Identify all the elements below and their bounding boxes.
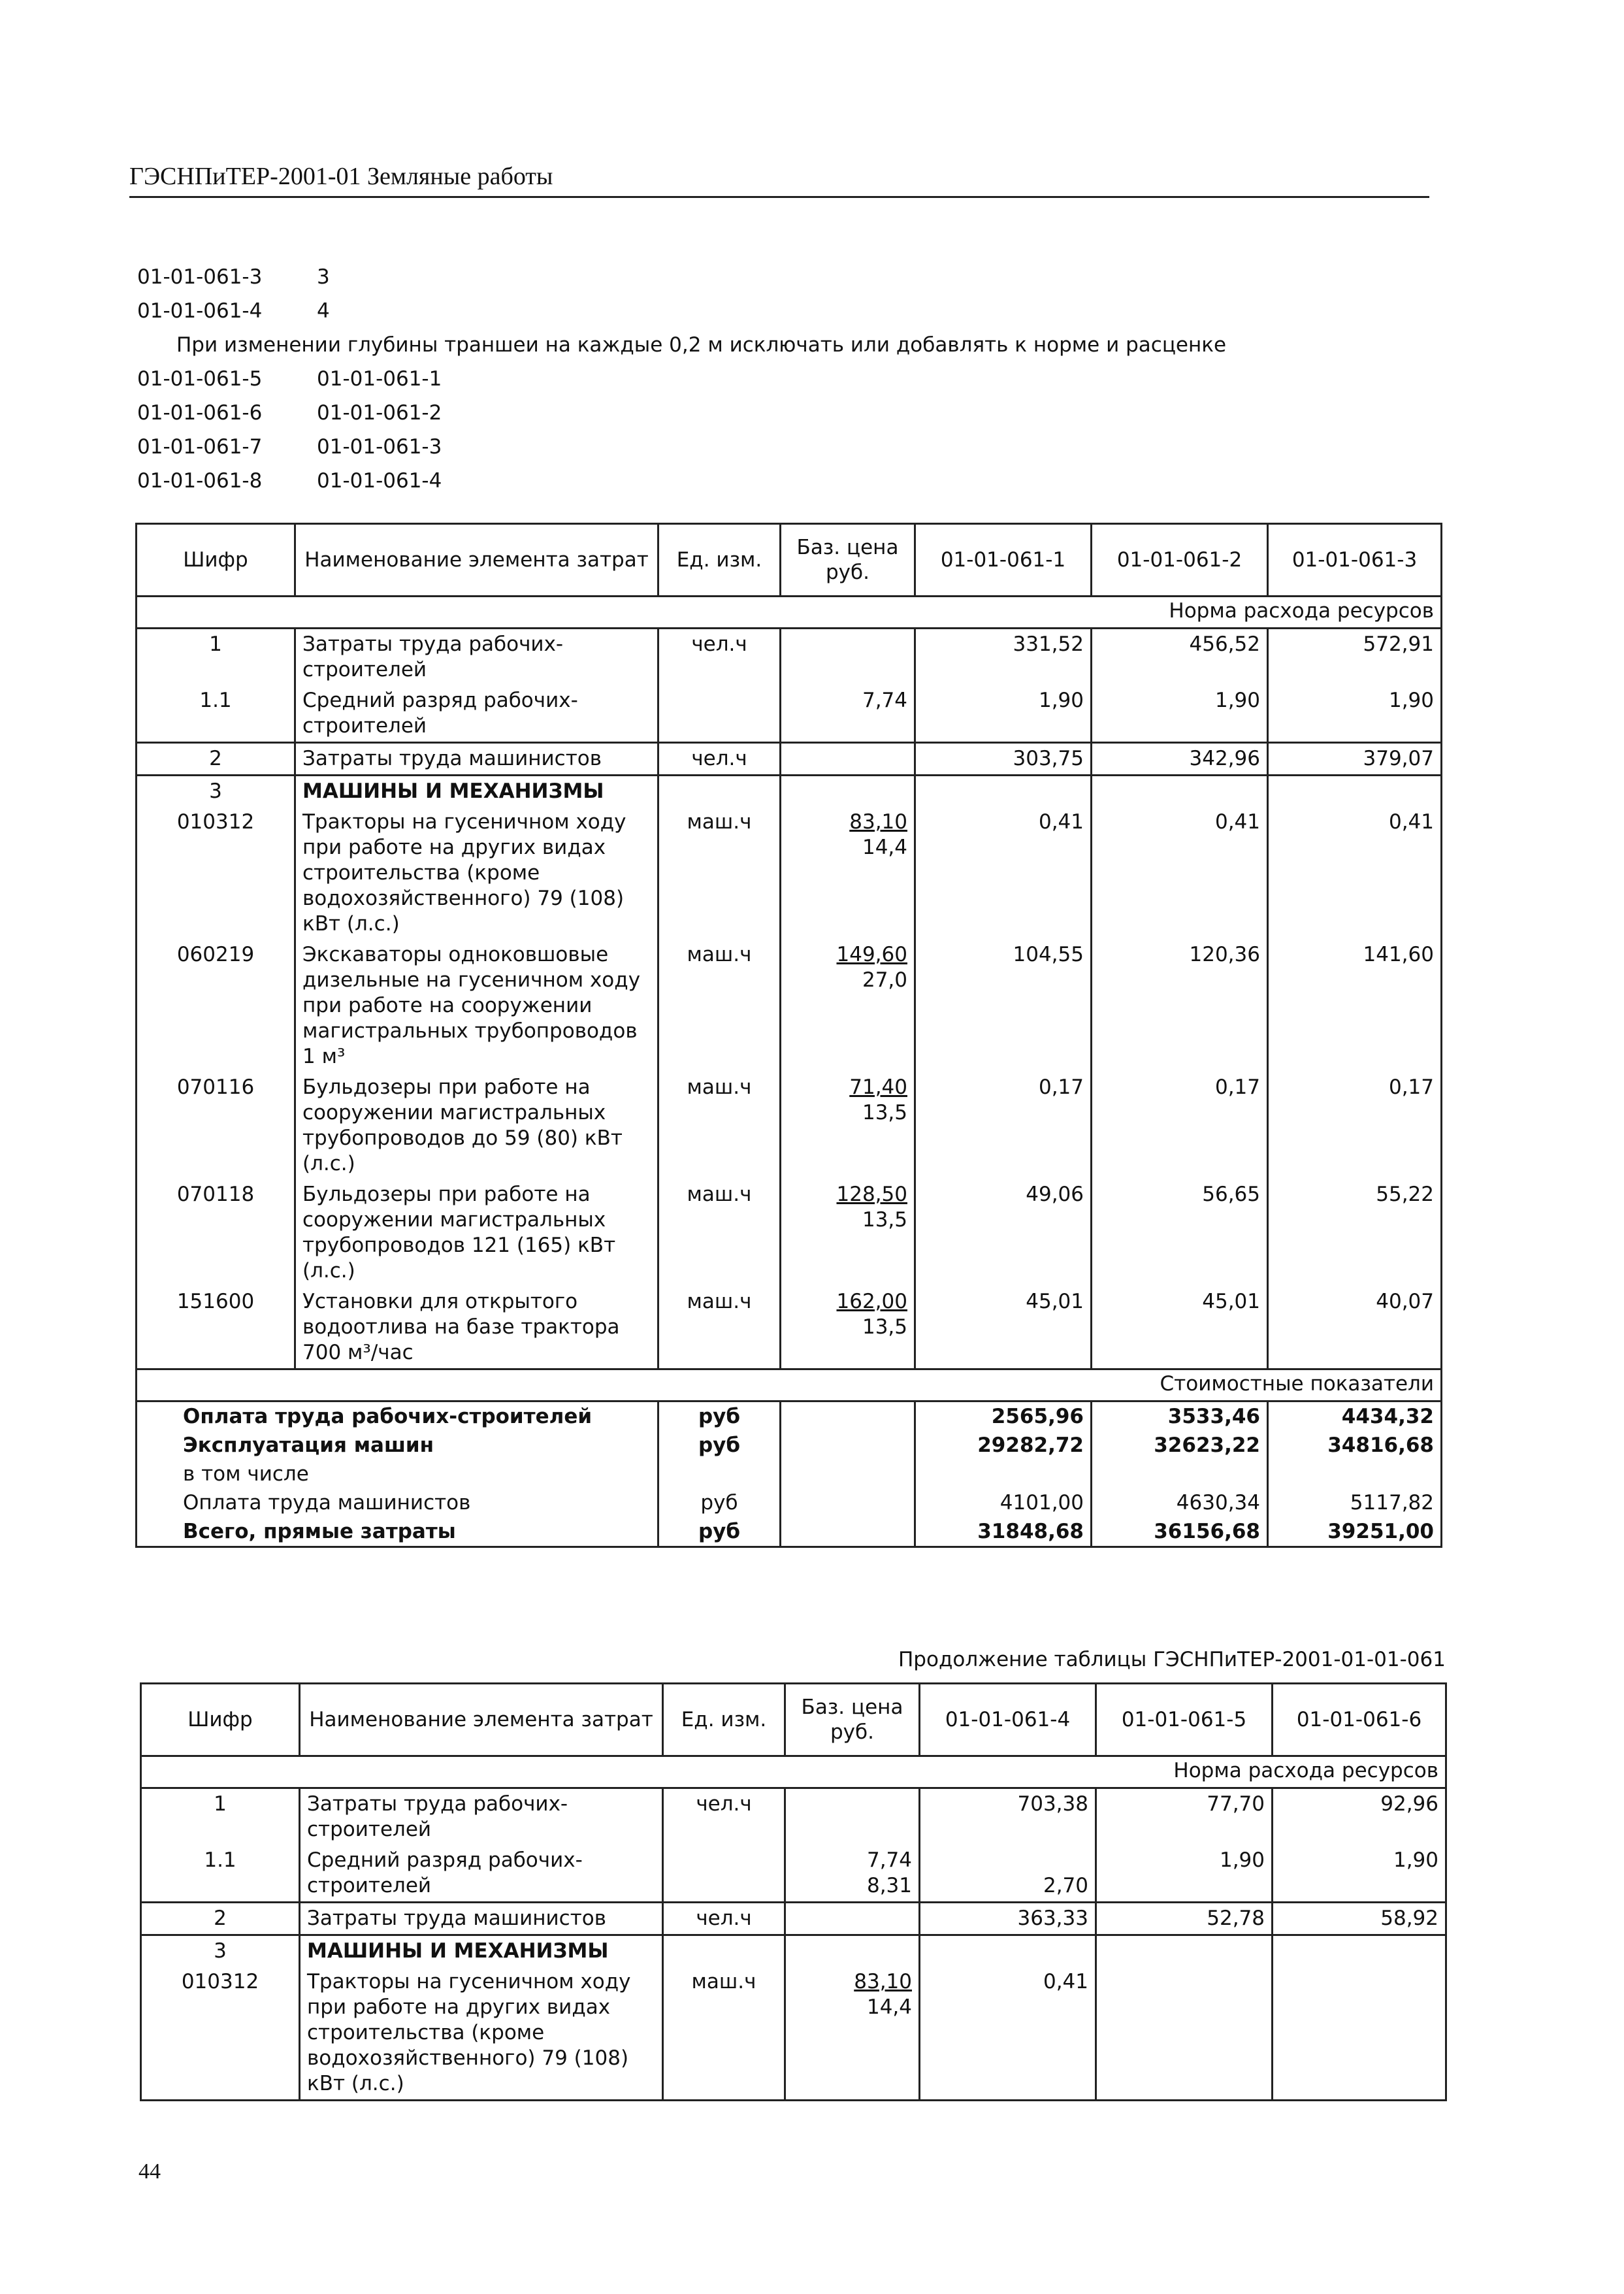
total-price bbox=[781, 1401, 915, 1432]
table-row bbox=[141, 1788, 1446, 1846]
cell-price bbox=[781, 940, 915, 1072]
price-alt: 8,31 bbox=[866, 1874, 912, 1897]
price-rate: 13,5 bbox=[862, 1208, 907, 1232]
cell-code: 3 bbox=[141, 1935, 300, 1967]
col-header-c1: 01-01-061-1 bbox=[915, 524, 1092, 597]
total-price bbox=[781, 1488, 915, 1517]
cell-code: 010312 bbox=[137, 807, 295, 940]
total-row bbox=[137, 1401, 1442, 1432]
total-unit bbox=[658, 1460, 781, 1488]
cell-v3 bbox=[1268, 776, 1442, 808]
cell-v3: 0,17 bbox=[1268, 1072, 1442, 1179]
table-header-row bbox=[137, 524, 1442, 597]
total-v3: 5117,82 bbox=[1268, 1488, 1442, 1517]
cell-v3: 141,60 bbox=[1268, 940, 1442, 1072]
table-row bbox=[141, 1903, 1446, 1935]
col-header-c2: 01-01-061-2 bbox=[1092, 524, 1268, 597]
cell-v2: 342,96 bbox=[1092, 743, 1268, 776]
col-header-unit: Ед. изм. bbox=[658, 524, 781, 597]
cell-name: Затраты труда машинистов bbox=[300, 1903, 663, 1935]
total-unit: руб bbox=[658, 1488, 781, 1517]
code-row bbox=[137, 362, 1378, 396]
price-rate: 13,5 bbox=[862, 1101, 907, 1124]
total-v1: 29282,72 bbox=[915, 1431, 1092, 1460]
cell-v2: 52,78 bbox=[1096, 1903, 1273, 1935]
price-rate: 14,4 bbox=[866, 1995, 912, 2019]
cell-v1: 363,33 bbox=[920, 1903, 1096, 1935]
total-row bbox=[137, 1517, 1442, 1547]
cell-v2: 120,36 bbox=[1092, 940, 1268, 1072]
cell-price bbox=[781, 776, 915, 808]
price-base: 83,10 bbox=[849, 810, 907, 834]
total-unit: руб bbox=[658, 1401, 781, 1432]
total-name: в том числе bbox=[137, 1460, 658, 1488]
cell-name: Затраты труда рабочих-строителей bbox=[295, 629, 658, 686]
cell-unit: маш.ч bbox=[658, 1179, 781, 1286]
code-row bbox=[137, 430, 1378, 464]
col-header-unit: Ед. изм. bbox=[663, 1684, 785, 1756]
total-price bbox=[781, 1431, 915, 1460]
cell-v2 bbox=[1096, 1967, 1273, 2101]
cell-unit bbox=[658, 776, 781, 808]
total-unit: руб bbox=[658, 1517, 781, 1547]
code-value: 01-01-061-1 bbox=[317, 367, 442, 391]
cell-v1: 1,90 bbox=[915, 685, 1092, 743]
cell-unit: чел.ч bbox=[663, 1903, 785, 1935]
cell-code: 1 bbox=[141, 1788, 300, 1846]
total-v1: 4101,00 bbox=[915, 1488, 1092, 1517]
code-row bbox=[137, 396, 1378, 430]
cell-price bbox=[781, 807, 915, 940]
cell-code: 060219 bbox=[137, 940, 295, 1072]
section-row bbox=[141, 1756, 1446, 1788]
norm-label: Норма расхода ресурсов bbox=[137, 597, 1442, 629]
cell-v3 bbox=[1273, 1935, 1446, 1967]
cell-unit: чел.ч bbox=[663, 1788, 785, 1846]
cell-v3: 1,90 bbox=[1273, 1845, 1446, 1903]
total-v2 bbox=[1092, 1460, 1268, 1488]
cell-code: 151600 bbox=[137, 1286, 295, 1369]
code-value: 3 bbox=[317, 265, 330, 289]
page-header: ГЭСНПиТЕР-2001-01 Земляные работы bbox=[129, 162, 1429, 198]
cell-name: Тракторы на гусеничном ходу при работе на других видах строительства (кроме водохозяйственного) 79 (108) кВт (л.с.) bbox=[295, 807, 658, 940]
cell-v1: 0,41 bbox=[915, 807, 1092, 940]
cell-v3: 40,07 bbox=[1268, 1286, 1442, 1369]
cell-v2: 77,70 bbox=[1096, 1788, 1273, 1846]
cell-price bbox=[781, 1179, 915, 1286]
price-rate: 13,5 bbox=[862, 1315, 907, 1339]
total-v3: 34816,68 bbox=[1268, 1431, 1442, 1460]
cell-name: Тракторы на гусеничном ходу при работе на других видах строительства (кроме водохозяйственного) 79 (108) кВт (л.с.) bbox=[300, 1967, 663, 2101]
table-header-row bbox=[141, 1684, 1446, 1756]
cell-v1: 0,41 bbox=[920, 1967, 1096, 2101]
table-row bbox=[137, 743, 1442, 776]
cell-price: 7,74 bbox=[781, 685, 915, 743]
total-row bbox=[137, 1460, 1442, 1488]
price-base: 162,00 bbox=[836, 1290, 907, 1313]
code-id: 01-01-061-8 bbox=[137, 469, 263, 493]
total-v2: 32623,22 bbox=[1092, 1431, 1268, 1460]
total-name: Эксплуатация машин bbox=[137, 1431, 658, 1460]
cell-v2: 456,52 bbox=[1092, 629, 1268, 686]
table-row bbox=[137, 1179, 1442, 1286]
cell-v1 bbox=[915, 776, 1092, 808]
cell-code: 3 bbox=[137, 776, 295, 808]
cell-unit: маш.ч bbox=[658, 1286, 781, 1369]
cell-v3: 572,91 bbox=[1268, 629, 1442, 686]
cell-v3: 379,07 bbox=[1268, 743, 1442, 776]
price-base: 83,10 bbox=[854, 1970, 912, 1993]
total-v1: 31848,68 bbox=[915, 1517, 1092, 1547]
total-name: Оплата труда машинистов bbox=[137, 1488, 658, 1517]
code-row bbox=[137, 260, 1378, 294]
cell-v2: 0,17 bbox=[1092, 1072, 1268, 1179]
cell-price bbox=[781, 629, 915, 686]
cell-code: 070118 bbox=[137, 1179, 295, 1286]
cell-price bbox=[785, 1935, 920, 1967]
cell-name: Средний разряд рабочих-строителей bbox=[295, 685, 658, 743]
total-v3: 39251,00 bbox=[1268, 1517, 1442, 1547]
cell-v1: 331,52 bbox=[915, 629, 1092, 686]
table-row bbox=[141, 1967, 1446, 2101]
cell-v2: 1,90 bbox=[1092, 685, 1268, 743]
cell-price bbox=[785, 1967, 920, 2101]
cell-name: МАШИНЫ И МЕХАНИЗМЫ bbox=[300, 1935, 663, 1967]
section-row bbox=[137, 597, 1442, 629]
total-price bbox=[781, 1517, 915, 1547]
table-row bbox=[137, 1286, 1442, 1369]
resource-table-2 bbox=[140, 1682, 1447, 2101]
cell-name: Затраты труда рабочих-строителей bbox=[300, 1788, 663, 1846]
cell-price bbox=[781, 1072, 915, 1179]
cell-v2: 1,90 bbox=[1096, 1845, 1273, 1903]
cell-v3: 58,92 bbox=[1273, 1903, 1446, 1935]
cell-code: 070116 bbox=[137, 1072, 295, 1179]
code-row bbox=[137, 294, 1378, 328]
cell-v2 bbox=[1092, 776, 1268, 808]
total-row bbox=[137, 1488, 1442, 1517]
total-v1: 2565,96 bbox=[915, 1401, 1092, 1432]
norm-label: Норма расхода ресурсов bbox=[141, 1756, 1446, 1788]
cell-v1: 703,38 bbox=[920, 1788, 1096, 1846]
code-id: 01-01-061-6 bbox=[137, 401, 263, 425]
cell-v3: 1,90 bbox=[1268, 685, 1442, 743]
resource-table-1 bbox=[135, 523, 1442, 1548]
cell-name: Средний разряд рабочих-строителей bbox=[300, 1845, 663, 1903]
depth-note: При изменении глубины траншеи на каждые 0,2 м исключать или добавлять к норме и расценке bbox=[176, 333, 1227, 357]
col-header-c2: 01-01-061-5 bbox=[1096, 1684, 1273, 1756]
total-v3 bbox=[1268, 1460, 1442, 1488]
cell-code: 2 bbox=[141, 1903, 300, 1935]
total-v2: 3533,46 bbox=[1092, 1401, 1268, 1432]
cell-v1 bbox=[920, 1935, 1096, 1967]
price-rate: 14,4 bbox=[862, 836, 907, 859]
table-row bbox=[137, 807, 1442, 940]
table-row bbox=[137, 940, 1442, 1072]
total-row bbox=[137, 1431, 1442, 1460]
section-row bbox=[137, 1369, 1442, 1401]
col-header-name: Наименование элемента затрат bbox=[300, 1684, 663, 1756]
cell-name: Установки для открытого водоотлива на базе трактора 700 м³/час bbox=[295, 1286, 658, 1369]
price-rate: 27,0 bbox=[862, 968, 907, 992]
cell-name: Экскаваторы одноковшовые дизельные на гусеничном ходу при работе на сооружении магистральных трубопроводов 1 м³ bbox=[295, 940, 658, 1072]
cell-v2: 0,41 bbox=[1092, 807, 1268, 940]
price-base: 7,74 bbox=[866, 1848, 912, 1872]
table-row bbox=[141, 1935, 1446, 1967]
col-header-name: Наименование элемента затрат bbox=[295, 524, 658, 597]
cell-price bbox=[781, 743, 915, 776]
price-base: 71,40 bbox=[849, 1075, 907, 1099]
cell-v3: 0,41 bbox=[1268, 807, 1442, 940]
cell-v2: 56,65 bbox=[1092, 1179, 1268, 1286]
cell-unit: маш.ч bbox=[658, 1072, 781, 1179]
col-header-c3: 01-01-061-6 bbox=[1273, 1684, 1446, 1756]
cell-name: Затраты труда машинистов bbox=[295, 743, 658, 776]
cell-code: 1 bbox=[137, 629, 295, 686]
cell-v1: 303,75 bbox=[915, 743, 1092, 776]
cell-v1: 104,55 bbox=[915, 940, 1092, 1072]
total-price bbox=[781, 1460, 915, 1488]
cell-v2 bbox=[1096, 1935, 1273, 1967]
cell-code: 1.1 bbox=[141, 1845, 300, 1903]
cell-v1: 49,06 bbox=[915, 1179, 1092, 1286]
cell-v1 bbox=[920, 1845, 1096, 1903]
cell-v1: 0,17 bbox=[915, 1072, 1092, 1179]
cell-v3 bbox=[1273, 1967, 1446, 2101]
cell-code: 010312 bbox=[141, 1967, 300, 2101]
code-row bbox=[137, 464, 1378, 498]
cell-name: Бульдозеры при работе на сооружении магистральных трубопроводов 121 (165) кВт (л.с.) bbox=[295, 1179, 658, 1286]
total-v2: 4630,34 bbox=[1092, 1488, 1268, 1517]
cell-code: 1.1 bbox=[137, 685, 295, 743]
code-value: 01-01-061-3 bbox=[317, 435, 442, 459]
cell-unit bbox=[663, 1935, 785, 1967]
total-v1 bbox=[915, 1460, 1092, 1488]
total-unit: руб bbox=[658, 1431, 781, 1460]
cell-unit bbox=[663, 1845, 785, 1903]
table-row bbox=[137, 1072, 1442, 1179]
col-header-c1: 01-01-061-4 bbox=[920, 1684, 1096, 1756]
code-value: 01-01-061-2 bbox=[317, 401, 442, 425]
cell-v1: 45,01 bbox=[915, 1286, 1092, 1369]
cost-label: Стоимостные показатели bbox=[137, 1369, 1442, 1401]
cell-name: Бульдозеры при работе на сооружении магистральных трубопроводов до 59 (80) кВт (л.с.) bbox=[295, 1072, 658, 1179]
cell-unit bbox=[658, 685, 781, 743]
cell-unit: маш.ч bbox=[663, 1967, 785, 2101]
cell-unit: маш.ч bbox=[658, 940, 781, 1072]
table-row bbox=[137, 776, 1442, 808]
total-v3: 4434,32 bbox=[1268, 1401, 1442, 1432]
cell-v3: 55,22 bbox=[1268, 1179, 1442, 1286]
cell-unit: чел.ч bbox=[658, 743, 781, 776]
col-header-code: Шифр bbox=[141, 1684, 300, 1756]
cell-v2: 45,01 bbox=[1092, 1286, 1268, 1369]
price-base: 149,60 bbox=[836, 943, 907, 966]
code-id: 01-01-061-3 bbox=[137, 265, 263, 289]
total-v2: 36156,68 bbox=[1092, 1517, 1268, 1547]
continuation-caption: Продолжение таблицы ГЭСНПиТЕР-2001-01-01-061 bbox=[898, 1648, 1446, 1671]
cell-v3: 92,96 bbox=[1273, 1788, 1446, 1846]
cell-price bbox=[785, 1788, 920, 1846]
cell-price bbox=[781, 1286, 915, 1369]
price-base: 128,50 bbox=[836, 1183, 907, 1206]
cell-v1-value: 2,70 bbox=[1043, 1874, 1088, 1897]
col-header-code: Шифр bbox=[137, 524, 295, 597]
cell-price bbox=[785, 1903, 920, 1935]
code-id: 01-01-061-5 bbox=[137, 367, 263, 391]
col-header-c3: 01-01-061-3 bbox=[1268, 524, 1442, 597]
total-name: Всего, прямые затраты bbox=[137, 1517, 658, 1547]
cell-name: МАШИНЫ И МЕХАНИЗМЫ bbox=[295, 776, 658, 808]
code-id: 01-01-061-4 bbox=[137, 299, 263, 323]
table-row bbox=[141, 1845, 1446, 1903]
total-name: Оплата труда рабочих-строителей bbox=[137, 1401, 658, 1432]
code-list bbox=[137, 260, 1378, 498]
col-header-price: Баз. цена руб. bbox=[781, 524, 915, 597]
cell-unit: чел.ч bbox=[658, 629, 781, 686]
cell-unit: маш.ч bbox=[658, 807, 781, 940]
cell-price bbox=[785, 1845, 920, 1903]
col-header-price: Баз. цена руб. bbox=[785, 1684, 920, 1756]
code-id: 01-01-061-7 bbox=[137, 435, 263, 459]
table-row bbox=[137, 685, 1442, 743]
cell-code: 2 bbox=[137, 743, 295, 776]
code-value: 01-01-061-4 bbox=[317, 469, 442, 493]
table-row bbox=[137, 629, 1442, 686]
page-number: 44 bbox=[138, 2159, 161, 2184]
code-value: 4 bbox=[317, 299, 330, 323]
